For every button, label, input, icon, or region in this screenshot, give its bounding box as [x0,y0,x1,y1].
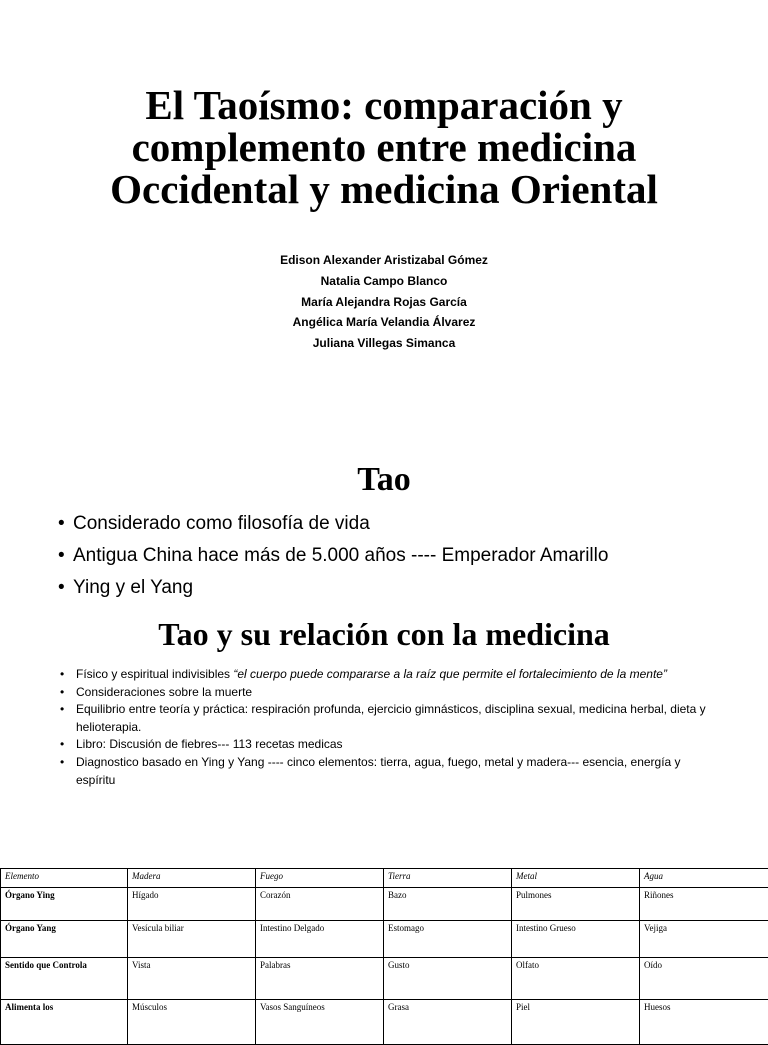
table-cell: Palabras [256,958,384,1000]
list-item [60,666,710,684]
table-cell: Riñones [640,888,768,921]
list-item: • Considerado como filosofía de vida [58,508,608,540]
table-cell: Gusto [384,958,512,1000]
table-cell: Vejiga [640,921,768,958]
column-header: Tierra [384,869,512,888]
table-cell: Piel [512,1000,640,1045]
row-label: Órgano Yang [1,921,128,958]
five-elements-table [0,868,768,1045]
list-item: • Equilibrio entre teoría y práctica: respiración profunda, ejercicio gimnásticos, disciplina sexual, medicina herbal, dieta y helioterapia. [60,701,710,736]
author-name: Juliana Villegas Simanca [0,333,768,354]
row-label: Sentido que Controla [1,958,128,1000]
list-item: • Libro: Discusión de fiebres--- 113 recetas medicas [60,736,710,754]
table-row [1,921,768,958]
column-header: Metal [512,869,640,888]
table-cell: Hígado [128,888,256,921]
table-cell: Intestino Grueso [512,921,640,958]
author-name: Angélica María Velandia Álvarez [0,312,768,333]
column-header: Elemento [1,869,128,888]
table-cell: Bazo [384,888,512,921]
column-header: Madera [128,869,256,888]
title-slide [0,0,768,432]
presentation-title: El Taoísmo: comparación y complemento entre medicina Occidental y medicina Oriental [40,84,728,210]
table-cell: Músculos [128,1000,256,1045]
medicine-heading: Tao y su relación con la medicina [0,614,768,654]
table-cell: Vasos Sanguíneos [256,1000,384,1045]
tao-heading: Tao [0,460,768,500]
tao-bullet-list [58,508,608,604]
table-row [1,888,768,921]
list-item-text: Físico y espiritual indivisibles [76,667,233,681]
column-header: Fuego [256,869,384,888]
table-cell: Vista [128,958,256,1000]
table-cell: Estomago [384,921,512,958]
table-cell: Vesícula biliar [128,921,256,958]
author-name: Edison Alexander Aristizabal Gómez [0,250,768,271]
medicine-slide [0,608,768,840]
list-item: • Ying y el Yang [58,572,608,604]
table-cell: Huesos [640,1000,768,1045]
column-header: Agua [640,869,768,888]
table-cell: Intestino Delgado [256,921,384,958]
table-header-row [1,869,768,888]
table-cell: Oído [640,958,768,1000]
author-name: María Alejandra Rojas García [0,292,768,313]
row-label: Alimenta los [1,1000,128,1045]
quote-text: “el cuerpo puede compararse a la raíz que permite el fortalecimiento de la mente” [233,667,667,681]
table-cell: Corazón [256,888,384,921]
tao-slide [0,432,768,608]
table-cell: Pulmones [512,888,640,921]
author-name: Natalia Campo Blanco [0,271,768,292]
table-cell: Olfato [512,958,640,1000]
medicine-bullet-list [60,666,710,789]
authors-list [0,250,768,354]
list-item: • Diagnostico basado en Ying y Yang ---- cinco elementos: tierra, agua, fuego, metal y madera--- esencia, energía y espíritu [60,754,710,789]
list-item: • Antigua China hace más de 5.000 años ---- Emperador Amarillo [58,540,608,572]
row-label: Órgano Ying [1,888,128,921]
table-row [1,958,768,1000]
table-cell: Grasa [384,1000,512,1045]
list-item: • Consideraciones sobre la muerte [60,684,710,702]
table-row [1,1000,768,1045]
